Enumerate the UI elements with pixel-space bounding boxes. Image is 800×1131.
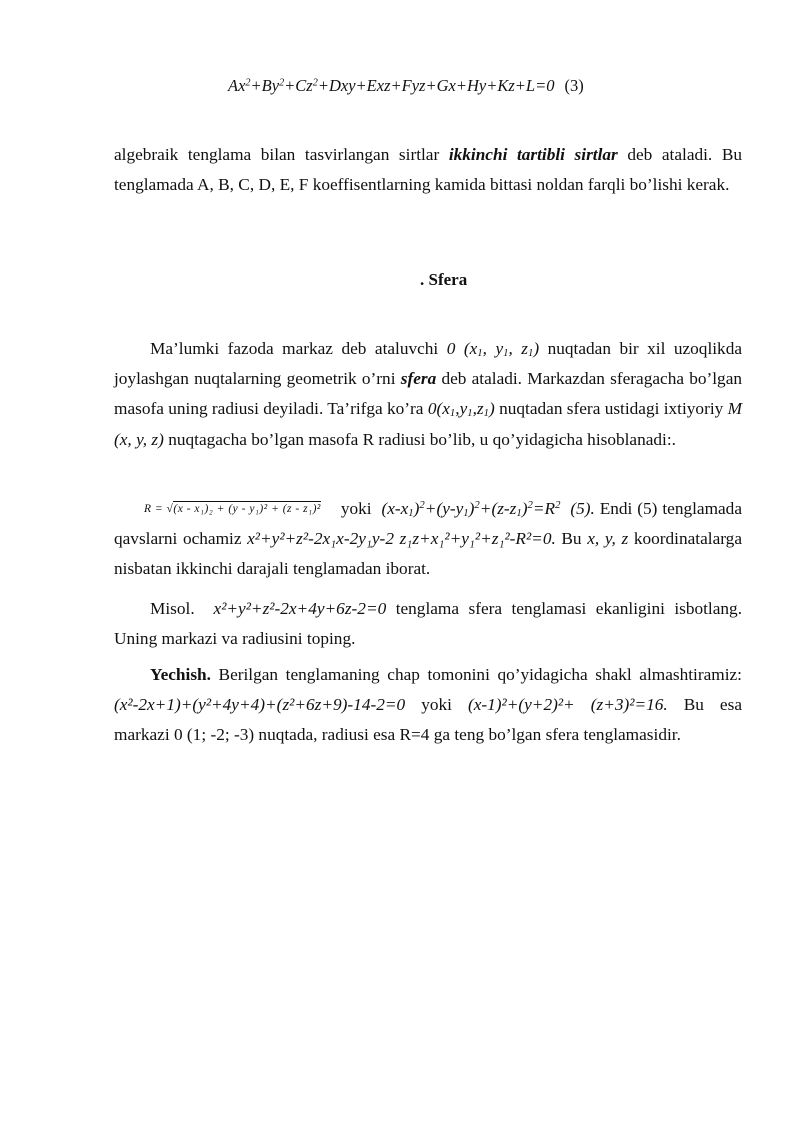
text: nuqtadan sfera ustidagi ixtiyoriy: [494, 399, 728, 419]
eq-term: Ax: [228, 76, 246, 95]
math: ): [489, 399, 495, 419]
emphasis-term: ikkinchi tartibli sirtlar: [448, 145, 618, 164]
text: nuqtagacha bo’lgan masofa R radiusi bo’lib, u qo’yidagicha hisoblanadi:.: [163, 429, 676, 449]
math: 2: [555, 499, 561, 512]
math: 1: [516, 507, 522, 520]
math: 0(x: [427, 399, 450, 419]
paragraph-formula: [114, 494, 742, 585]
emphasis-term: sfera: [400, 369, 437, 389]
math: 1: [463, 507, 469, 520]
text: Ma’lumki fazoda markaz deb ataluvchi: [150, 339, 447, 358]
math: ,y: [455, 399, 468, 419]
math: (x-1)²+(y+2)²+ (z+3)²=16.: [467, 695, 668, 715]
math: , y: [482, 339, 504, 358]
eq-term: +Cz: [284, 76, 313, 95]
eq-sup: 2: [245, 77, 251, 89]
example-label: Misol.: [150, 599, 195, 618]
math: 2: [474, 499, 480, 512]
text: deb ataladi. Bu tenglamada A, B, C, D, E, F koeffisentlarning kamida bittasi noldan farqli bo’lishi kerak.: [114, 145, 742, 195]
math: (x-x: [381, 499, 409, 518]
text: algebraik tenglama bilan tasvirlangan sirtlar: [114, 145, 449, 164]
text: koordinatalarga nisbatan ikkinchi darajali tenglamadan iborat.: [114, 529, 742, 579]
math: x, y, z: [587, 529, 629, 549]
math: , z: [508, 339, 529, 358]
eq-term: +By: [250, 76, 280, 95]
text: Bu: [555, 529, 588, 549]
text: Bu esa markazi 0 (1; -2; -3) nuqtada, radiusi esa R=4 ga teng bo’lgan sfera tenglamasidir.: [114, 695, 742, 745]
math: (x²-2x+1)+(y²+4y+4)+(z²+6z+9)-14-2=0: [114, 695, 406, 715]
math: x²+y²+z²-2x+4y+6z-2=0: [213, 599, 387, 618]
solution-label: Yechish.: [150, 665, 211, 684]
eq-sup: 2: [312, 77, 318, 89]
text: deb ataladi. Markazdan sferagacha bo’lgan masofa uning radiusi deyiladi. Ta’rifga ko’ra: [114, 369, 743, 419]
math: 1: [467, 407, 473, 420]
paragraph-definition: [114, 140, 742, 200]
math: ,z: [472, 399, 484, 419]
math: ): [533, 339, 540, 358]
math: M (x, y, z): [114, 399, 742, 449]
math: =R: [532, 499, 556, 518]
eq-sup: 2: [279, 77, 285, 89]
text: tenglama sfera tenglamasi ekanligini isbotlang. Uning markazi va radiusini toping.: [114, 599, 743, 649]
equation-number: (5).: [570, 499, 595, 518]
math: 2: [527, 499, 533, 512]
math: +(z-z: [479, 499, 517, 518]
math: R =: [144, 503, 167, 515]
paragraph-sphere: [114, 334, 742, 455]
text: yoki: [405, 695, 468, 715]
math: (x - x₁)₂ + (y - y₁)² + (z - z₁)²: [173, 503, 321, 515]
equation-3: [228, 76, 584, 96]
math: 1: [449, 407, 456, 420]
math: ): [413, 499, 420, 518]
radius-formula: R = √(x - x₁)₂ + (y - y₁)² + (z - z₁)²: [144, 503, 321, 515]
text: nuqtadan bir xil uzoqlikda joylashgan nuqtalarning geometrik o’rni: [114, 339, 743, 389]
text: Berilgan tenglamaning chap tomonini qo’yidagicha shakl almashtiramiz:: [210, 665, 742, 684]
equation-number: (3): [564, 76, 584, 95]
paragraph-solution: [114, 660, 742, 751]
math: 2: [419, 499, 425, 512]
math: ): [521, 499, 528, 518]
text: yoki: [340, 499, 372, 518]
math: 1: [528, 347, 534, 360]
math: ): [468, 499, 475, 518]
math: 1: [503, 347, 509, 360]
math: x²+y²+z²-2x₁x-2y₁y-2 z₁z+x₁²+y₁²+z₁²-R²=0.: [247, 529, 556, 549]
math: 0 (x: [446, 339, 478, 358]
paragraph-example: [114, 594, 742, 654]
math: 1: [483, 407, 490, 420]
eq-term: +Dxy+Exz+Fyz+Gx+Hy+Kz+L=0: [317, 76, 555, 95]
text: Endi (5) tenglamada qavslarni ochamiz: [114, 499, 742, 549]
math: 1: [477, 347, 483, 360]
math: 1: [408, 507, 414, 520]
section-heading: . Sfera: [420, 270, 468, 289]
math: +(y-y: [424, 499, 464, 518]
